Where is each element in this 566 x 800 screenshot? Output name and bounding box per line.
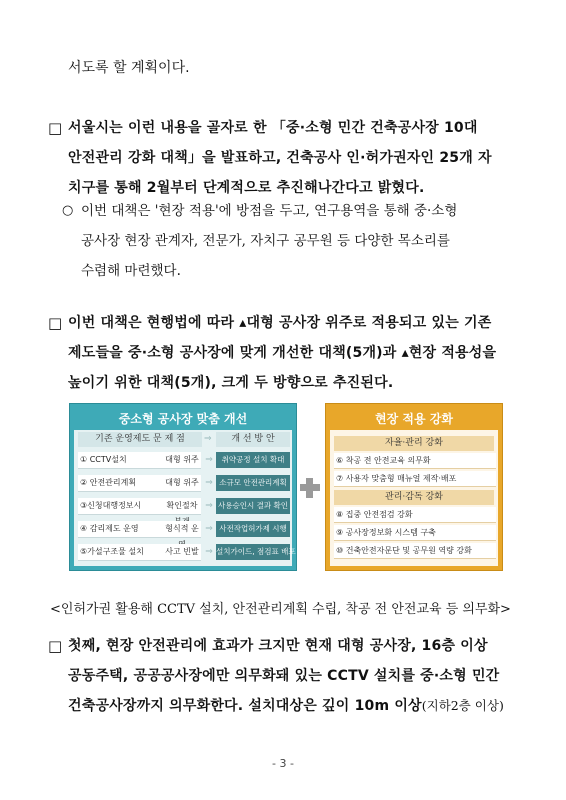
arrow-icon: ⇒	[205, 455, 213, 465]
row-problem: 확인절차	[163, 498, 201, 515]
header-improvement: 개 선 방 안	[216, 432, 290, 447]
square-bullet-icon: □	[48, 119, 63, 137]
row-system: ④ 감리제도 운영	[78, 521, 163, 538]
row-problem: 사고 빈발	[163, 544, 201, 561]
list-item: ⑦ 사용자 맞춤형 매뉴얼 제작·배포	[334, 471, 496, 487]
section-caption: <인허가권 활용해 CCTV 설치, 안전관리계획 수립, 착공 전 안전교육 등 의무화>	[50, 602, 511, 617]
arrow-icon: ⇒	[205, 547, 213, 557]
category-label: 자율·관리 강화	[334, 436, 494, 451]
list-item: ⑧ 집중 안전점검 강화	[334, 507, 496, 523]
row-solution: 소규모 안전관리계획	[216, 475, 290, 491]
table-row	[74, 542, 296, 562]
field-application-panel	[325, 403, 503, 571]
sub-paragraph-line-3: 수렴해 마련했다.	[81, 263, 181, 279]
list-item: ⑥ 착공 전 안전교육 의무화	[334, 453, 496, 469]
paragraph-3-line-2: 공동주택, 공공공사장에만 의무화돼 있는 CCTV 설치를 중·소형 민간	[68, 668, 500, 684]
row-problem: 대형 위주	[163, 475, 201, 492]
row-problem: 대형 위주	[163, 452, 201, 469]
row-solution: 설치가이드, 점검표 배포	[216, 544, 290, 560]
sub-paragraph-line-2: 공사장 현장 관계자, 전문가, 자치구 공무원 등 다양한 목소리를	[81, 233, 450, 249]
row-solution: 사전작업허가제 시행	[216, 521, 290, 537]
square-bullet-icon: □	[48, 637, 63, 655]
list-item: ⑩ 건축안전자문단 및 공무원 역량 강화	[334, 543, 496, 559]
table-row	[74, 450, 292, 470]
table-row	[74, 496, 292, 516]
paragraph-3-line-1: 첫째, 현장 안전관리에 효과가 크지만 현재 대형 공사장, 16층 이상	[68, 638, 488, 654]
paragraph-3-line-3-main: 건축공사장까지 의무화한다. 설치대상은 깊이 10m 이상	[68, 698, 422, 714]
arrow-icon: ⇒	[205, 501, 213, 511]
page-number: - 3 -	[272, 757, 294, 770]
table-row	[74, 473, 292, 493]
field-application-list	[330, 430, 498, 566]
arrow-icon: ⇒	[205, 478, 213, 488]
paragraph-3-line-3-note: (지하2층 이상)	[421, 698, 504, 713]
row-system: ⑤가설구조물 설치	[78, 544, 163, 561]
text-line: 서도록 할 계획이다.	[68, 60, 190, 76]
improvement-panel-title: 중소형 공사장 맞춤 개선	[118, 412, 248, 426]
plus-icon	[306, 478, 313, 498]
paragraph-1-line-1: 서울시는 이런 내용을 골자로 한 「중·소형 민간 건축공사장 10대	[68, 120, 478, 136]
list-item: ⑨ 공사장정보화 시스템 구축	[334, 525, 496, 541]
row-system: ③신청대행정보시	[78, 498, 163, 515]
square-bullet-icon: □	[48, 314, 63, 332]
row-system: ① CCTV설치	[78, 452, 163, 469]
header-existing-problem: 기존 운영제도 문 제 점	[78, 432, 202, 447]
row-system: ② 안전관리계획	[78, 475, 163, 492]
field-application-panel-title: 현장 적용 강화	[375, 412, 453, 426]
paragraph-2-line-1: 이번 대책은 현행법에 따라 ▴대형 공사장 위주로 적용되고 있는 기존	[68, 315, 492, 331]
category-label: 관리·감독 강화	[334, 490, 494, 505]
sub-paragraph-line-1: 이번 대책은 '현장 적용'에 방점을 두고, 연구용역을 통해 중·소형	[81, 203, 458, 219]
circle-bullet-icon: ○	[62, 203, 74, 218]
arrow-icon: ⇒	[205, 524, 213, 534]
arrow-icon: ⇒	[204, 434, 212, 444]
paragraph-2-line-2: 제도들을 중·소형 공사장에 맞게 개선한 대책(5개)과 ▴현장 적용성을	[68, 345, 497, 361]
paragraph-2-line-3: 높이기 위한 대책(5개), 크게 두 방향으로 추진된다.	[68, 375, 394, 391]
row-solution: 사용승인시 결과 확인	[216, 498, 290, 514]
paragraph-1-line-3: 치구를 통해 2월부터 단계적으로 추진해나간다고 밝혔다.	[68, 180, 425, 196]
table-row	[74, 519, 292, 539]
row-solution: 취약공정 설치 확대	[216, 452, 290, 468]
improvement-table	[74, 430, 296, 566]
improvement-panel	[69, 403, 297, 571]
row-problem: 형식적 운	[163, 521, 201, 538]
paragraph-1-line-2: 안전관리 강화 대책」을 발표하고, 건축공사 인·허가권자인 25개 자	[68, 150, 492, 166]
paragraph-3-line-3	[68, 696, 504, 716]
